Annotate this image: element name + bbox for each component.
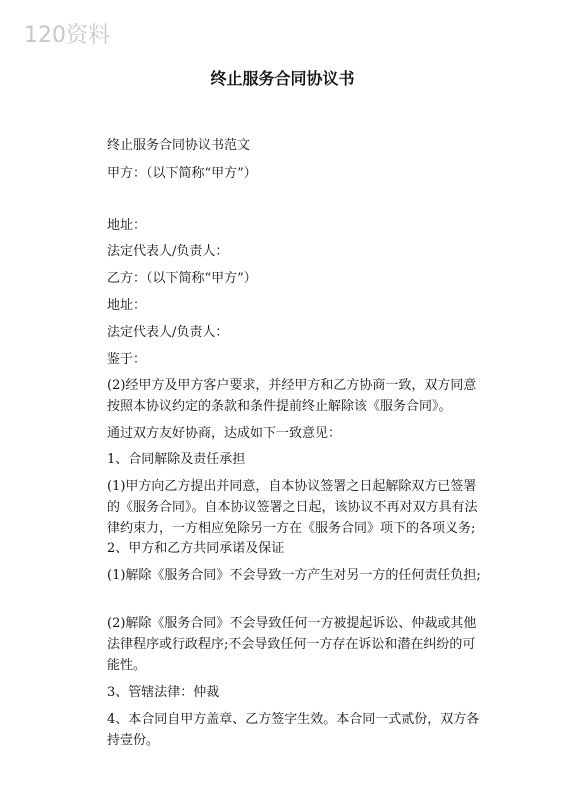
paragraph-party-a: 甲方：（以下简称“甲方”） <box>107 166 257 181</box>
paragraph-representative-b: 法定代表人/负责人： <box>107 325 229 340</box>
section-heading-3: 3、管辖法律：仲裁 <box>107 685 220 700</box>
clause-2-1: (1)解除《服务合同》不会导致一方产生对另一方的任何责任负担; <box>107 568 481 583</box>
section-heading-2: 2、甲方和乙方共同承诺及保证 <box>107 541 285 556</box>
paragraph-agreement-intro: 通过双方友好协商，达成如下一致意见： <box>107 426 342 441</box>
paragraph-whereas: 鉴于： <box>107 352 147 367</box>
clause-4: 4、本合同自甲方盖章、乙方签字生效。本合同一式贰份，双方各持壹份。 <box>107 712 480 748</box>
watermark: 120资料 <box>24 23 110 48</box>
paragraph-representative-a: 法定代表人/负责人： <box>107 244 229 259</box>
paragraph-recital: (2)经甲方及甲方客户要求，并经甲方和乙方协商一致，双方同意按照本协议约定的条款和条件提前终止解除该《服务合同》。 <box>107 378 477 414</box>
paragraph-address-a: 地址： <box>107 218 147 233</box>
section-heading-1: 1、合同解除及责任承担 <box>107 452 246 467</box>
paragraph-party-b: 乙方：（以下简称“甲方”） <box>107 271 257 286</box>
paragraph-subtitle: 终止服务合同协议书范文 <box>107 138 251 153</box>
paragraph-address-b: 地址： <box>107 298 147 313</box>
clause-1-1: (1)甲方向乙方提出并同意，自本协议签署之日起解除双方已签署的《服务合同》。自本协议签署之日起，该协议不再对双方具有法律约束力，一方相应免除另一方在《服务合同》项下的各项义务; <box>107 479 478 536</box>
document-title: 终止服务合同协议书 <box>210 69 355 88</box>
clause-2-2: (2)解除《服务合同》不会导致任何一方被提起诉讼、仲裁或其他法律程序或行政程序;不会导致任何一方存在诉讼和潜在纠纷的可能性。 <box>107 616 477 673</box>
